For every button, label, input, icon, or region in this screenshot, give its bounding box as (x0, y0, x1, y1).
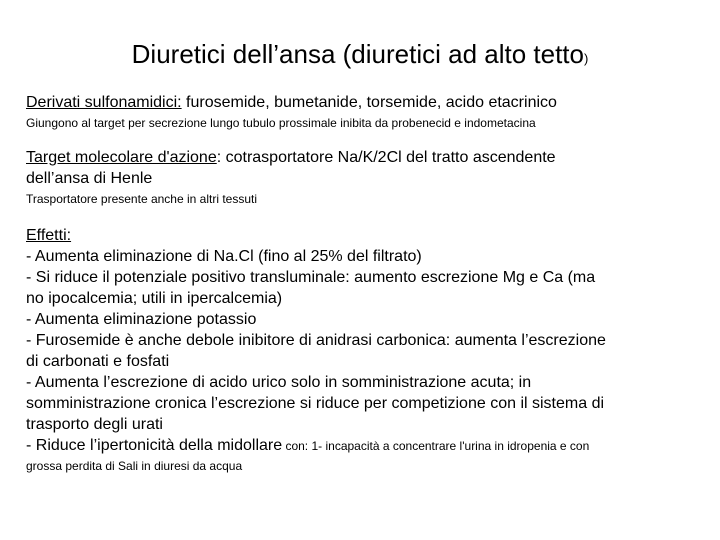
section-derivati (26, 92, 698, 131)
target-line-1 (26, 147, 698, 168)
effetti-label: Effetti: (26, 227, 72, 244)
derivati-label: Derivati sulfonamidici: (26, 94, 182, 111)
slide-title (0, 37, 720, 76)
effetti-line: - Aumenta eliminazione potassio (26, 311, 257, 328)
title-main: Diuretici dell’ansa (diuretici ad alto tetto (131, 39, 584, 69)
section-target (26, 147, 698, 207)
effetti-line: - Si riduce il potenziale positivo transluminale: aumento escrezione Mg e Ca (ma (26, 269, 596, 286)
effetti-line: di carbonati e fosfati (26, 353, 170, 370)
effetti-line: somministrazione cronica l’escrezione si riduce per competizione con il sistema di (26, 395, 605, 412)
effetti-line: no ipocalcemia; utili in ipercalcemia) (26, 290, 283, 307)
effetti-line: - Aumenta eliminazione di Na.Cl (fino al 25% del filtrato) (26, 248, 422, 265)
derivati-note: Giungono al target per secrezione lungo tubulo prossimale inibita da probenecid e indometacina (26, 116, 536, 130)
effetti-line: - Aumenta l’escrezione di acido urico solo in somministrazione acuta; in (26, 374, 532, 391)
target-text-1: : cotrasportatore Na/K/2Cl del tratto ascendente (216, 149, 556, 166)
derivati-text: furosemide, bumetanide, torsemide, acido etacrinico (181, 94, 557, 111)
target-note: Trasportatore presente anche in altri tessuti (26, 192, 258, 206)
section-effetti (26, 225, 698, 474)
effetti-line: trasporto degli urati (26, 416, 163, 433)
target-label: Target molecolare d'azione (26, 149, 217, 166)
effetti-line: - Furosemide è anche debole inibitore di anidrasi carbonica: aumenta l’escrezione (26, 332, 606, 349)
effetti-last-small: con: 1- incapacità a concentrare l'urina in idropenia e con (282, 439, 590, 453)
effetti-last-line (26, 435, 698, 457)
title-paren: ) (584, 51, 589, 66)
effetti-final-line: grossa perdita di Sali in diuresi da acqua (26, 459, 243, 473)
derivati-line (26, 92, 698, 113)
target-line-2: dell’ansa di Henle (26, 170, 153, 187)
effetti-last-big: - Riduce l’ipertonicità della midollare (26, 437, 283, 454)
